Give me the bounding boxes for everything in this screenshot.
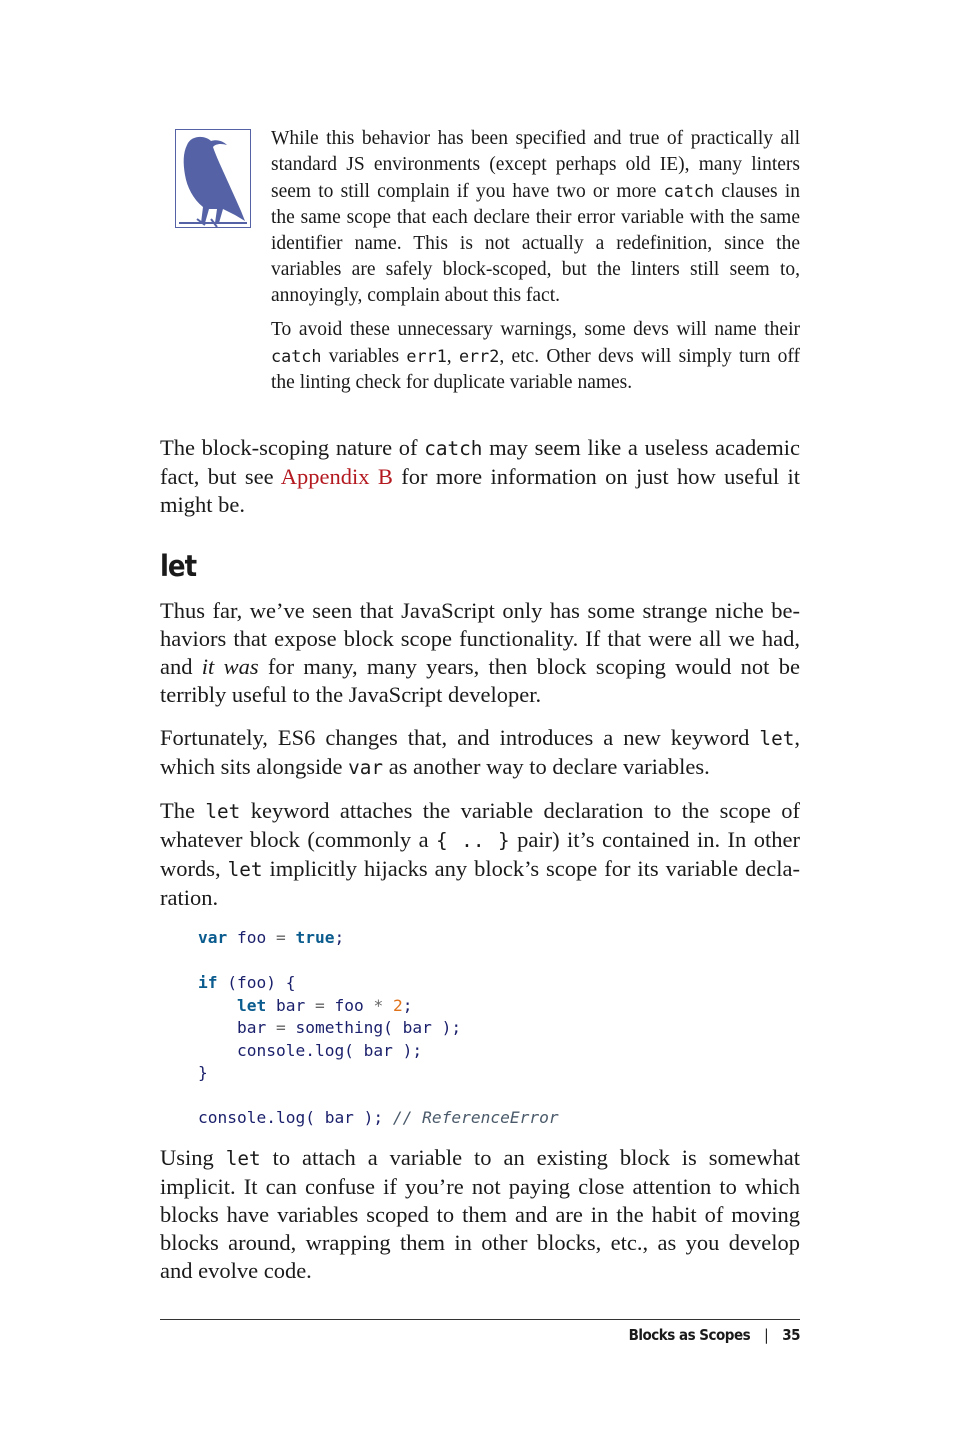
text-run: To avoid these unnecessary warnings, some devs will name their: [271, 319, 800, 340]
code-line: [198, 950, 800, 973]
cross-reference-link[interactable]: Appendix B: [280, 464, 393, 489]
main-text: [160, 434, 800, 1300]
text-run: Fortunately, ES6 changes that, and introduces a new keyword: [160, 725, 760, 750]
text-run: Thus far, we’ve seen that JavaScript only has some strange niche behaviors that expose block scope functionality. If that were all we had, and: [160, 598, 800, 679]
text-run: as another way to declare variables.: [383, 754, 710, 779]
section-heading: let: [160, 549, 197, 583]
text-run: While this behavior has been specified and true of practically all standard JS environments (except perhaps old IE), many linters seem to still complain if you have two or more: [271, 128, 800, 202]
code-operator: =: [314, 995, 325, 1015]
code-text: [383, 996, 393, 1015]
note-paragraph: [271, 317, 800, 396]
code-operator: =: [275, 1018, 286, 1037]
code-keyword: let: [236, 995, 267, 1015]
text-run: The block-scoping nature of: [160, 435, 425, 460]
code-text: }: [198, 1063, 208, 1082]
code-text: foo: [227, 928, 276, 947]
code-line: [198, 1085, 800, 1108]
text-run: implicitly hijacks any block’s scope for its variable declaration.: [160, 856, 801, 910]
text-run: keyword attaches the variable declaration to the scope of whatever block (commonly a: [160, 798, 801, 852]
paragraph: [160, 434, 800, 519]
code-line: [198, 1107, 800, 1130]
code-text: (foo) {: [217, 973, 296, 992]
inline-code: var: [348, 756, 384, 779]
code-line: [198, 1017, 800, 1040]
inline-code: catch: [663, 181, 715, 201]
code-number: 2: [392, 995, 403, 1015]
footer-divider: [160, 1319, 800, 1320]
code-line: [198, 995, 800, 1018]
crow-bird-icon: [175, 129, 251, 229]
code-text: [198, 996, 237, 1015]
code-text: ;: [402, 995, 413, 1015]
text-run: may seem like a useless academic fact, but see: [160, 435, 800, 489]
paragraph: [160, 597, 800, 709]
page-footer: [629, 1326, 800, 1344]
text-run: clauses in the same scope that each declare their error variable with the same identifier name. This is not actually a redefinition, since the variables are safely block-scoped, but the linters still seem to, annoyingly, complain about this fact.: [271, 181, 800, 306]
text-run: The: [160, 798, 206, 823]
code-operator: =: [275, 928, 286, 947]
inline-code: catch: [271, 346, 322, 366]
text-run: Using: [160, 1144, 226, 1170]
code-text: console.log( bar );: [198, 1040, 423, 1060]
code-line: [198, 972, 800, 995]
code-line: [198, 1062, 800, 1085]
paragraph: [160, 724, 800, 782]
code-keyword: true: [295, 928, 335, 947]
inline-code: let: [225, 1146, 261, 1170]
code-keyword: if: [198, 973, 218, 992]
code-text: bar: [266, 995, 315, 1015]
code-text: console.log( bar );: [198, 1108, 393, 1127]
note-paragraph: [271, 126, 800, 309]
paragraph: [160, 1144, 800, 1285]
code-text: ;: [334, 928, 345, 947]
code-text: foo: [324, 995, 374, 1015]
text-run: variables: [321, 346, 407, 367]
code-operator: *: [373, 995, 384, 1015]
text-run: for many, many years, then block scoping would not be terribly useful to the JavaScript developer.: [160, 654, 800, 707]
code-keyword: var: [198, 928, 228, 947]
inline-code: { .. }: [436, 829, 510, 852]
code-line: [198, 927, 800, 950]
inline-code: let: [759, 727, 795, 750]
code-text: bar: [198, 1018, 276, 1037]
note-callout: [175, 126, 800, 404]
code-block: [198, 927, 800, 1130]
paragraph: [160, 797, 800, 912]
text-run: pair) it’s contained in. In other words,: [160, 827, 800, 881]
text-run: ,: [446, 346, 459, 367]
inline-code: catch: [424, 437, 483, 460]
text-run: for more information on just how useful it might be.: [160, 464, 800, 517]
code-line: [198, 1040, 800, 1063]
code-comment: // ReferenceError: [392, 1108, 559, 1127]
text-run: , which sits alongside: [160, 725, 800, 779]
footer-separator: |: [764, 1326, 769, 1344]
code-text: something( bar );: [285, 1018, 462, 1037]
text-run: to attach a variable to an existing block is somewhat implicit. It can confuse if you’re not paying close attention to which blocks have variables scoped to them and are in the habit of moving blocks around, wrapping them in other blocks, etc., as you develop and evolve code.: [160, 1144, 800, 1283]
inline-code: err2: [458, 346, 500, 366]
text-run: , etc. Other devs will simply turn off the linting check for duplicate variable names.: [271, 346, 801, 393]
inline-code: let: [227, 858, 263, 881]
running-section-title: Blocks as Scopes: [628, 1326, 751, 1344]
inline-code: let: [205, 800, 241, 823]
page-number: 35: [782, 1326, 800, 1344]
inline-code: err1: [406, 346, 447, 366]
emphasis-text: it was: [201, 654, 259, 679]
